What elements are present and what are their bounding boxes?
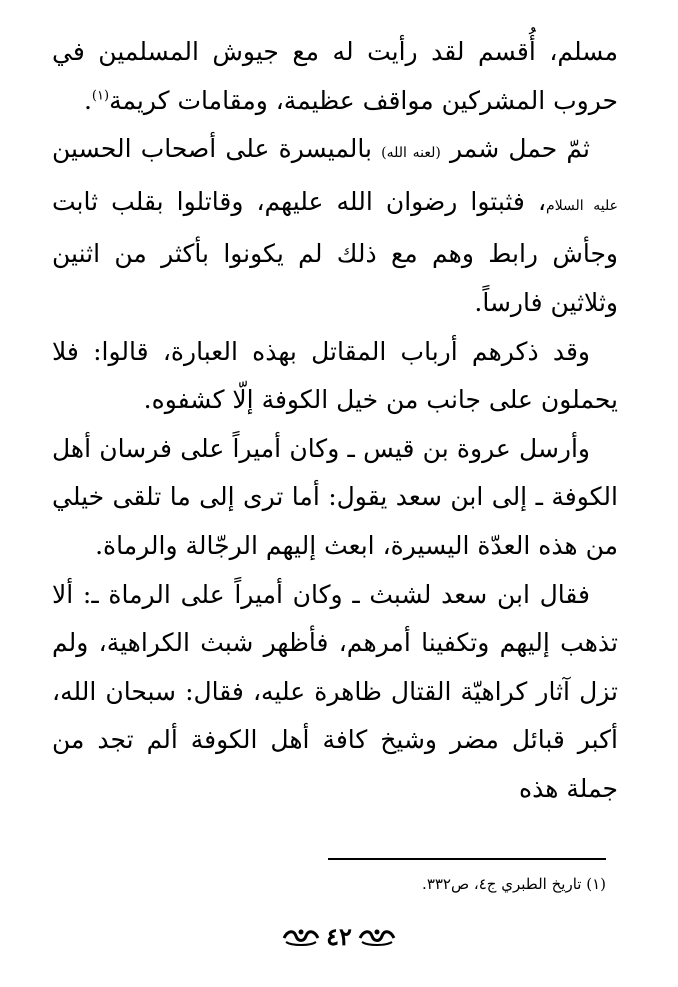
- paragraph-2-part-1: ثمّ حمل شمر: [440, 134, 590, 164]
- page-number: ٤٢: [326, 922, 352, 951]
- ornament-left-icon: [282, 926, 320, 948]
- paragraph-2-part-5: ، فثبتوا رضوان الله عليهم، وقاتلوا بقلب ثابت وجأش رابط وهم مع ذلك لم يكونوا بأكثر من اثنين وثلاثين فارساً.: [52, 186, 618, 317]
- paragraph-2: [52, 125, 618, 327]
- footnote-marker: (١): [91, 88, 110, 104]
- paragraph-1-part-1: مسلم، أُقسم لقد رأيت له مع جيوش المسلمين في حروب المشركين مواقف عظيمة، ومقامات كريمة: [52, 37, 618, 115]
- footnote-divider: [328, 858, 606, 860]
- paragraph-3-part-1: وقد ذكرهم أرباب المقاتل بهذه العبارة، قالوا: فلا يحملون على جانب من خيل الكوفة إلّا كشفوه.: [52, 336, 618, 415]
- footnote: (١) تاريخ الطبري ج٤، ص٣٣٢.: [422, 875, 606, 893]
- paragraph-1-part-3: .: [83, 85, 92, 115]
- paragraph-2-part-3: بالميسرة على أصحاب الحسين: [52, 134, 382, 164]
- paragraph-4: [52, 425, 618, 571]
- page-number-area: [264, 920, 414, 954]
- honorific-phrase: عليه السلام: [546, 197, 618, 214]
- paragraph-1: [52, 28, 618, 125]
- paragraph-5: [52, 571, 618, 814]
- paragraph-5-part-1: فقال ابن سعد لشبث ـ وكان أميراً على الرماة ـ: ألا تذهب إليهم وتكفينا أمرهم، فأظهر شبث الكراهية، ولم تزل آثار كراهيّة القتال ظاهرة عليه، فقال: سبحان الله، أكبر قبائل مضر وشيخ كافة أهل الكوفة ألم تجد من جملة هذه: [52, 579, 618, 803]
- body-text: [52, 28, 618, 814]
- ornament-right-icon: [358, 926, 396, 948]
- paragraph-3: [52, 328, 618, 425]
- paragraph-4-part-1: وأرسل عروة بن قيس ـ وكان أميراً على فرسان أهل الكوفة ـ إلى ابن سعد يقول: أما ترى إلى ما تلقى خيلي من هذه العدّة اليسيرة، ابعث إليهم الرجّالة والرماة.: [52, 433, 618, 560]
- curse-phrase: (لعنه الله): [381, 145, 441, 162]
